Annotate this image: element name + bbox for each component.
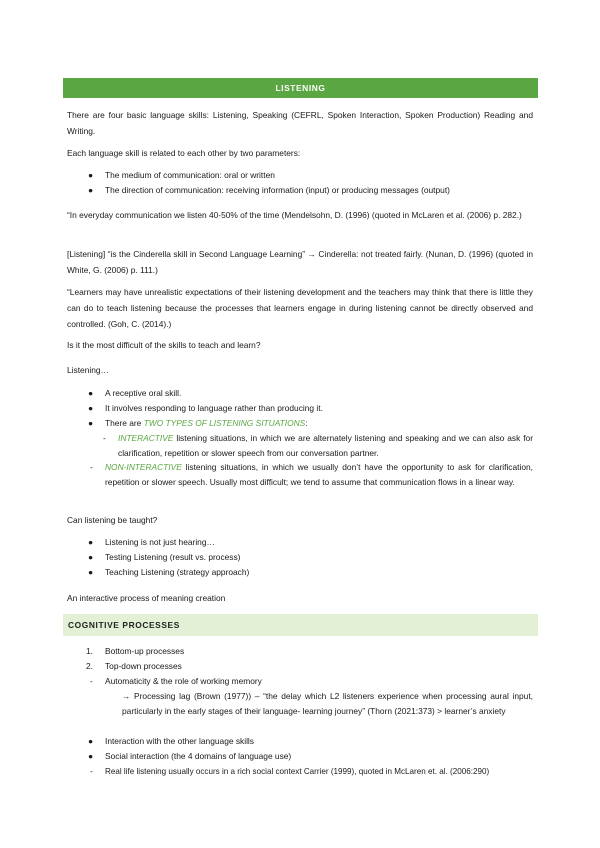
section-heading-cognitive: COGNITIVE PROCESSES: [63, 614, 538, 636]
list-item: [105, 460, 533, 490]
list-item: It involves responding to language rather than producing it.: [105, 403, 323, 413]
processing-lag: → Processing lag (Brown (1977)) – “the delay which L2 listeners experience when processing aural input, particularly in the early stages of their language- learning journey” (Thorn (2021:373) > learner’s anxiety: [122, 691, 533, 716]
bullet-icon: ●: [88, 388, 94, 398]
noninteractive-label: NON-INTERACTIVE: [105, 462, 182, 472]
intro-parameters: Each language skill is related to each other by two parameters:: [67, 148, 301, 158]
list-item: A receptive oral skill.: [105, 388, 182, 398]
types-highlight: TWO TYPES OF LISTENING SITUATIONS: [143, 418, 306, 428]
bullet-icon: ●: [88, 736, 94, 746]
bullet-icon: ●: [88, 567, 94, 577]
noninteractive-text: listening situations, in which we usually don’t have the opportunity to ask for clarification, repetition or slower speech. Usually most difficult; we tend to assume that communication flows in a linear way.: [105, 462, 533, 487]
interactive-text: listening situations, in which we are alternately listening and speaking and we can also ask for clarification, repetition or slower speech from our conversation partner.: [118, 433, 533, 458]
list-item: Social interaction (the 4 domains of language use): [105, 751, 292, 761]
dash-icon: -: [90, 676, 93, 686]
types-prefix: There are: [105, 418, 144, 428]
list-item: The direction of communication: receiving information (input) or producing messages (output): [105, 185, 450, 195]
bullet-icon: ●: [88, 403, 94, 413]
meaning-creation: An interactive process of meaning creation: [67, 593, 226, 603]
quote-goh: “Learners may have unrealistic expectations of their listening development and the teachers may think that there is little they can do to teach listening because the processes that learners engage in during listening cannot be directly observed and controlled. (Goh, C. (2014).): [67, 287, 533, 329]
bullet-icon: ●: [88, 751, 94, 761]
list-number: 2.: [86, 661, 93, 671]
page-title: LISTENING: [63, 78, 538, 98]
types-suffix: :: [305, 418, 308, 428]
question-difficulty: Is it the most difficult of the skills to teach and learn?: [67, 340, 261, 350]
list-item: Bottom-up processes: [105, 646, 185, 656]
quote-mendelsohn: “In everyday communication we listen 40-50% of the time (Mendelsohn, D. (1996) (quoted in McLaren et al. (2006) p. 282.): [67, 210, 522, 220]
list-item: Testing Listening (result vs. process): [105, 552, 241, 562]
list-item: Top-down processes: [105, 661, 182, 671]
list-number: 1.: [86, 646, 93, 656]
list-item: Real life listening usually occurs in a rich social context Carrier (1999), quoted in McLaren et. al. (2006:290): [105, 767, 490, 776]
bullet-icon: ●: [88, 537, 94, 547]
bullet-icon: ●: [88, 170, 94, 180]
list-item: Automaticity & the role of working memory: [105, 676, 262, 686]
interactive-label: INTERACTIVE: [118, 433, 174, 443]
list-item: [105, 416, 533, 431]
dash-icon: -: [103, 433, 106, 443]
bullet-icon: ●: [88, 418, 94, 428]
list-item: Listening is not just hearing…: [105, 537, 215, 547]
list-item: Teaching Listening (strategy approach): [105, 567, 250, 577]
list-item: Interaction with the other language skills: [105, 736, 254, 746]
list-item: The medium of communication: oral or written: [105, 170, 275, 180]
intro-skills: There are four basic language skills: Listening, Speaking (CEFRL, Spoken Interaction, Spoken Production) Reading and Writing.: [67, 110, 533, 136]
list-item: [118, 431, 533, 461]
bullet-icon: ●: [88, 185, 94, 195]
question-taught: Can listening be taught?: [67, 515, 158, 525]
quote-nunan: [Listening] “is the Cinderella skill in Second Language Learning” → Cinderella: not treated fairly. (Nunan, D. (1996) (quoted in White, G. (2006) p. 111.): [67, 249, 533, 275]
listening-heading: Listening…: [67, 365, 109, 375]
dash-icon: -: [90, 462, 93, 472]
dash-icon: -: [90, 766, 93, 776]
bullet-icon: ●: [88, 552, 94, 562]
